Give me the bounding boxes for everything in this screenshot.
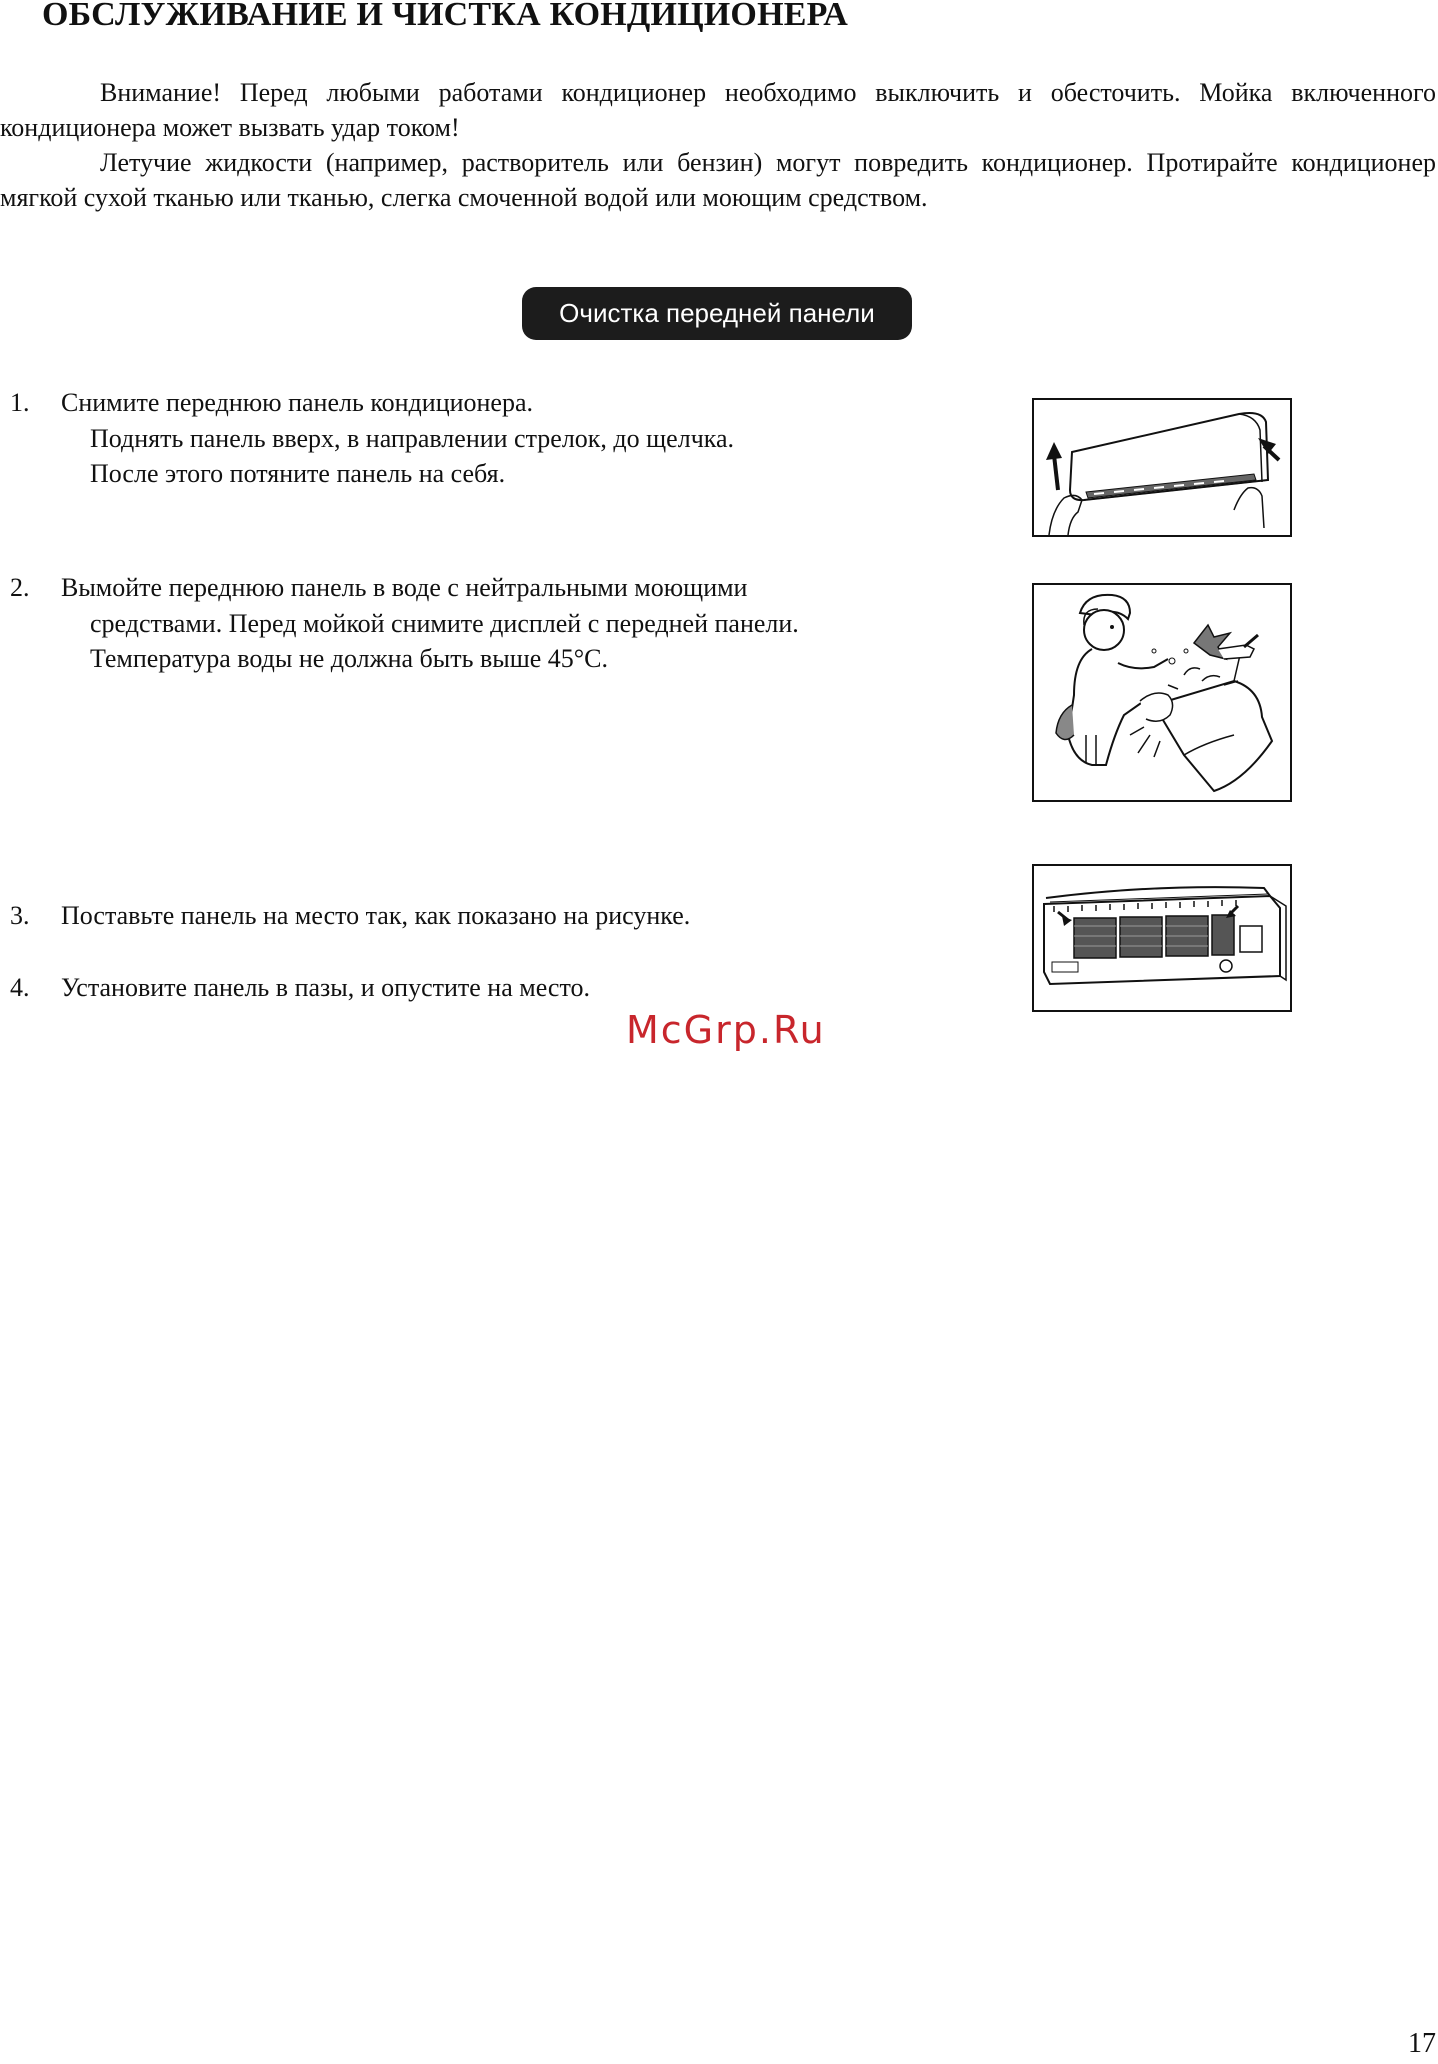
page-title: ОБСЛУЖИВАНИЕ И ЧИСТКА КОНДИЦИОНЕРА: [42, 0, 848, 33]
figure-install-panel: [1032, 864, 1292, 1012]
step-number: 2.: [10, 573, 30, 602]
step-number: 4.: [10, 973, 30, 1002]
solvents-paragraph: [0, 145, 1436, 215]
section-label: Очистка передней панели: [522, 287, 912, 340]
page-number: 17: [1408, 2028, 1436, 2059]
step-detail: Температура воды не должна быть выше 45°C.: [90, 644, 609, 673]
step-number: 3.: [10, 901, 30, 930]
solvents-text: Летучие жидкости (например, растворитель или бензин) могут повредить кондиционер. Протирайте кондиционер мягкой сухой тканью или тканью, слегка смоченной водой или моющим средством.: [0, 148, 1436, 212]
ac-unit-lift-illustration: [1034, 400, 1290, 535]
watermark: McGrp.Ru: [626, 1008, 826, 1052]
step-detail: Поднять панель вверх, в направлении стрелок, до щелчка.: [90, 424, 735, 453]
step-text: Снимите переднюю панель кондиционера.: [61, 388, 534, 417]
ac-unit-open-illustration: [1034, 866, 1290, 1010]
warning-text: Внимание! Перед любыми работами кондиционер необходимо выключить и обесточить. Мойка включенного кондиционера может вызвать удар током!: [0, 78, 1436, 142]
washing-illustration: [1034, 585, 1290, 800]
step-text: Установите панель в пазы, и опустите на место.: [61, 973, 590, 1002]
figure-wash-panel: [1032, 583, 1292, 802]
step-detail: После этого потяните панель на себя.: [90, 459, 506, 488]
warning-paragraph: [0, 75, 1436, 145]
step-detail: средствами. Перед мойкой снимите дисплей с передней панели.: [90, 609, 799, 638]
figure-remove-panel: [1032, 398, 1292, 537]
step-text: Поставьте панель на место так, как показано на рисунке.: [61, 901, 691, 930]
step-text: Вымойте переднюю панель в воде с нейтральными моющими: [61, 573, 748, 602]
step-number: 1.: [10, 388, 30, 417]
